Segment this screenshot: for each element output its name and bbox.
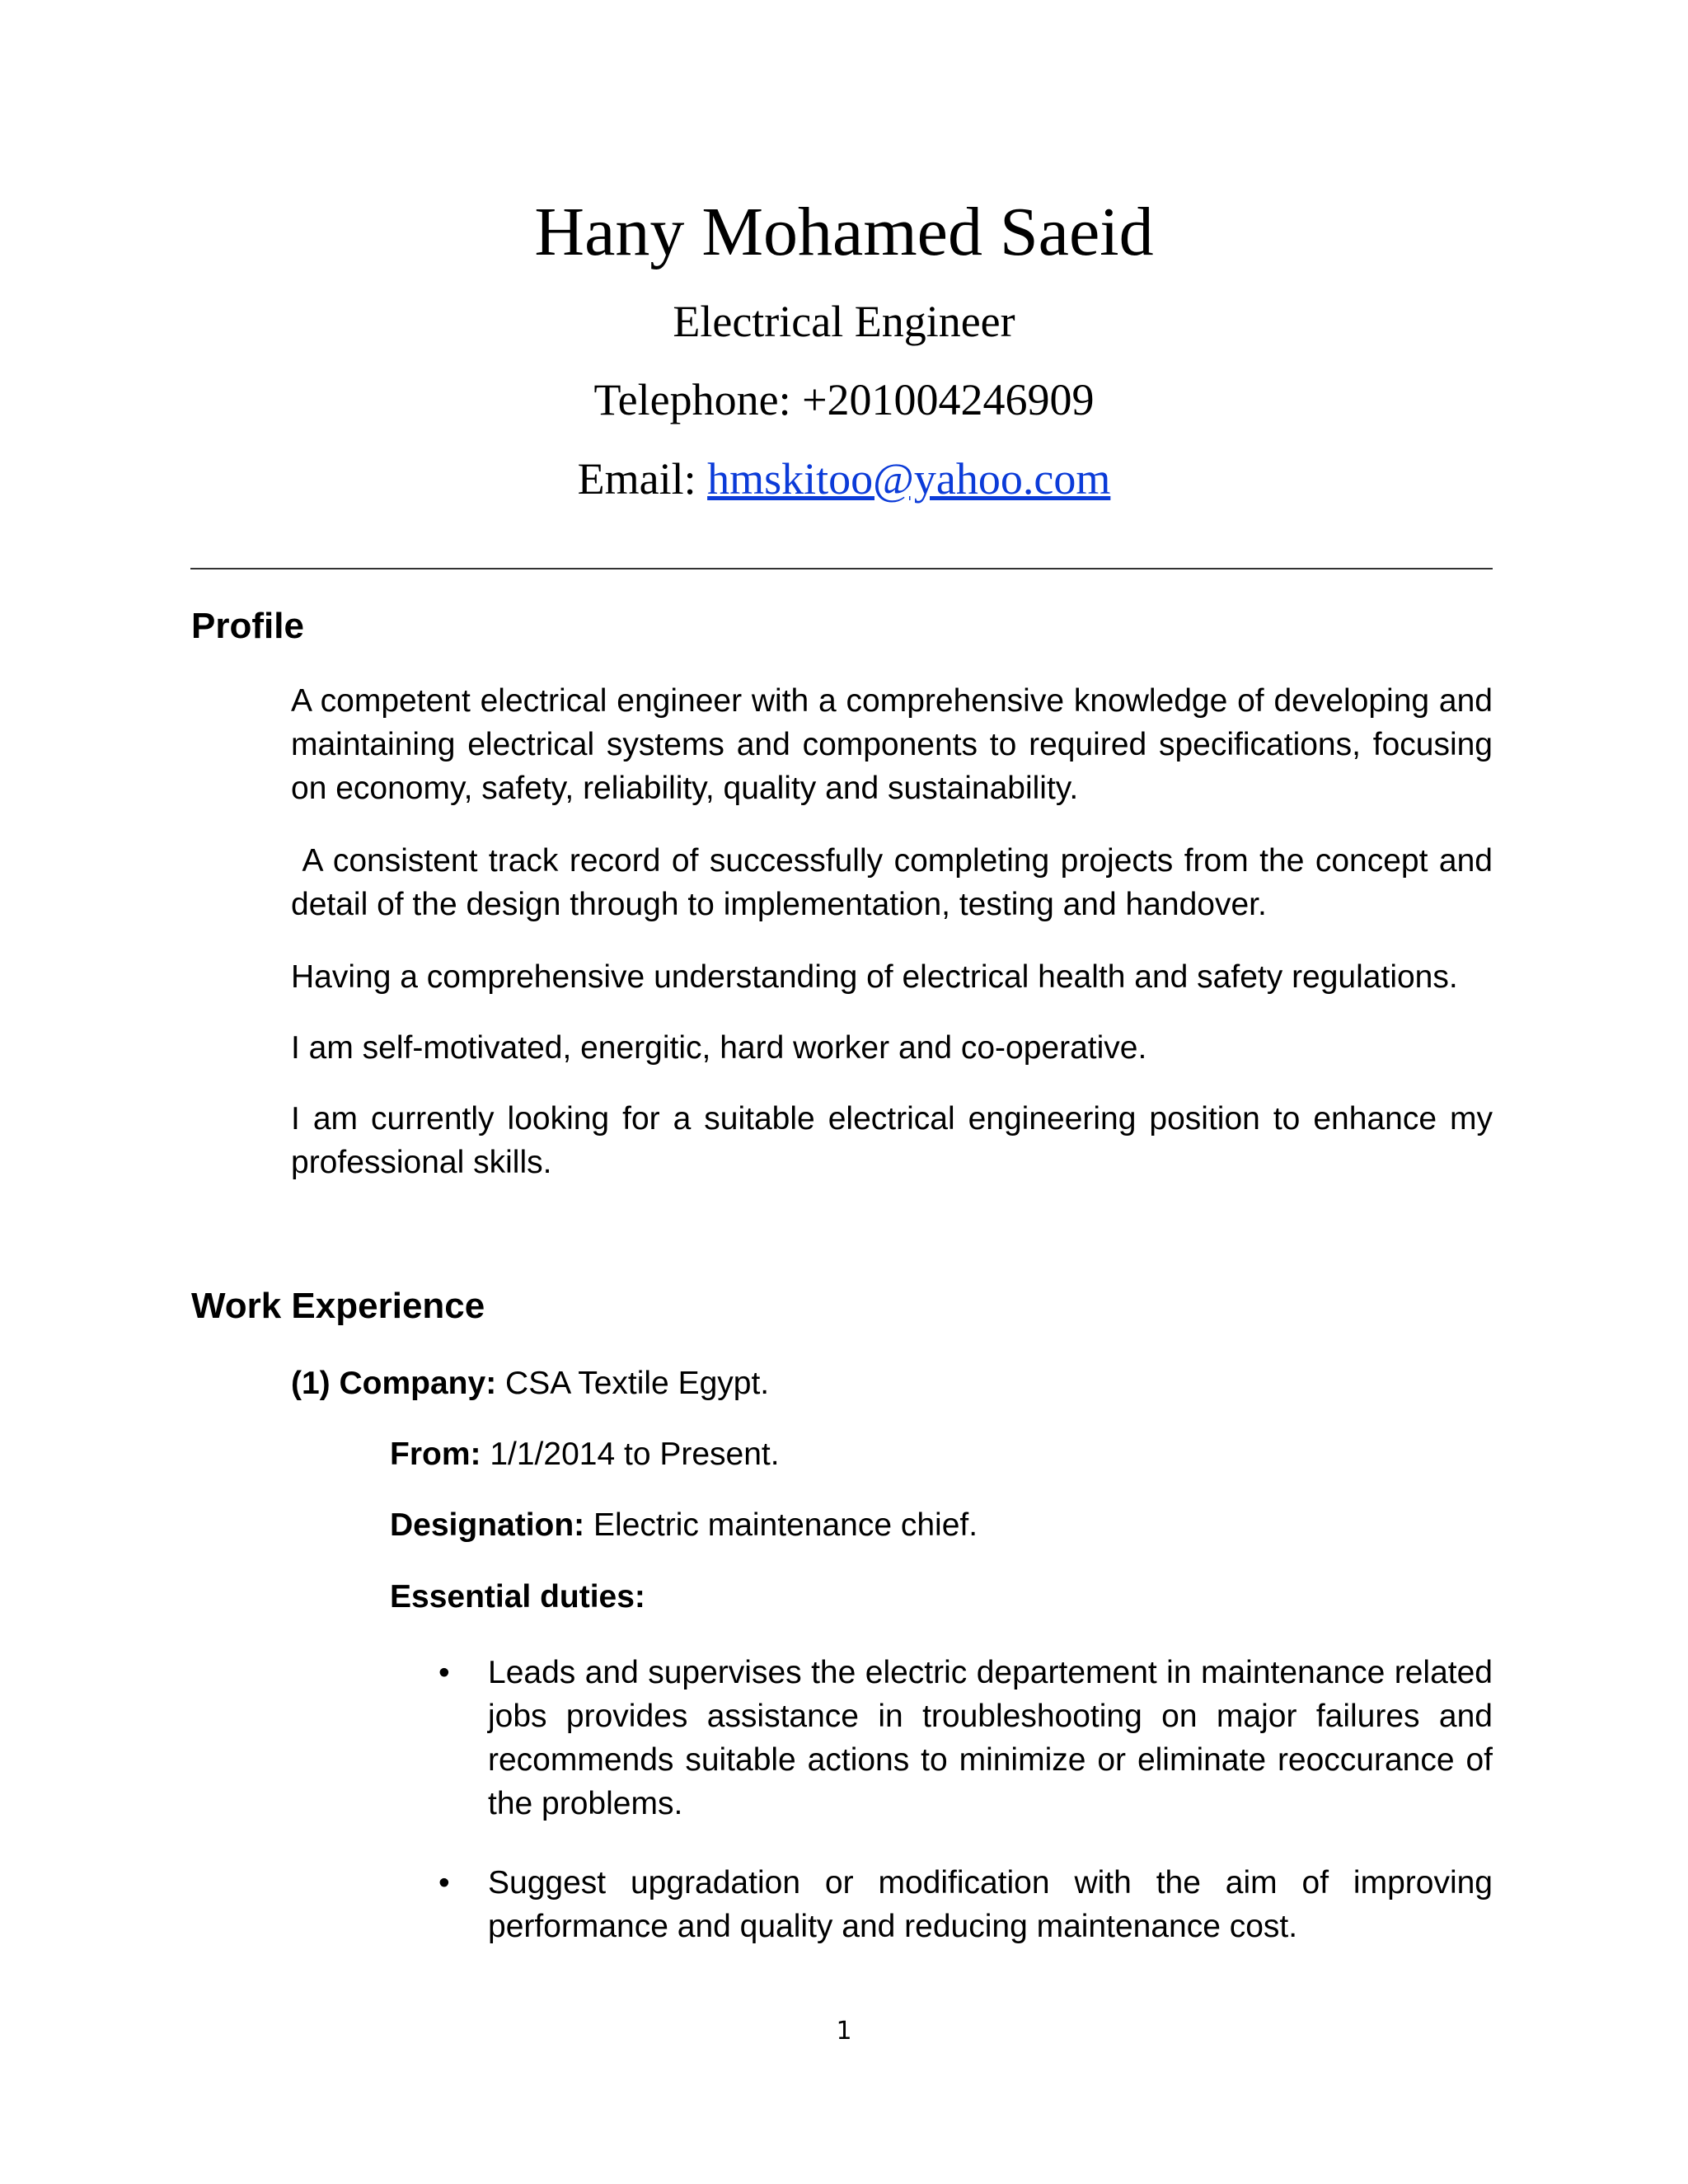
job-title: Electrical Engineer [673, 297, 1015, 346]
profile-paragraph: I am currently looking for a suitable electrical engineering position to enhance my professional skills. [291, 1101, 1493, 1180]
bullet-icon: • [438, 1865, 450, 1900]
duty-item: Suggest upgradation or modification with the aim of improving performance and quality and reducing maintenance cost. [488, 1865, 1493, 1944]
profile-heading: Profile [191, 606, 304, 646]
email-label: Email: [577, 454, 696, 504]
from-line [390, 1432, 780, 1476]
from-value: 1/1/2014 to Present. [490, 1436, 780, 1472]
company-label: (1) Company: [291, 1366, 497, 1401]
duty-item: Leads and supervises the electric departement in maintenance related jobs provides assistance in troubleshooting on major failures and recommends suitable actions to minimize or eliminate reoccurance of the problems. [488, 1655, 1493, 1821]
designation-line [390, 1503, 978, 1547]
company-line [291, 1361, 769, 1405]
telephone-number: +201004246909 [802, 375, 1095, 424]
profile-paragraph [291, 839, 1493, 926]
designation-value: Electric maintenance chief. [593, 1507, 978, 1543]
bullet-icon: • [438, 1655, 450, 1690]
telephone-label: Telephone: [593, 375, 791, 424]
company-value: CSA Textile Egypt. [505, 1366, 770, 1401]
profile-paragraph: I am self-motivated, energitic, hard worker and co-operative. [291, 1030, 1147, 1066]
telephone-line [0, 371, 1688, 429]
from-label: From: [390, 1436, 481, 1472]
profile-paragraph-text: A consistent track record of successfully completing projects from the concept and detail of the design through to implementation, testing and handover. [291, 843, 1493, 922]
header-divider [190, 568, 1493, 569]
page-number: 1 [836, 2017, 852, 2046]
resume-name: Hany Mohamed Saeid [534, 194, 1154, 270]
designation-label: Designation: [390, 1507, 585, 1543]
essential-duties-heading: Essential duties: [390, 1579, 645, 1615]
profile-paragraph: Having a comprehensive understanding of electrical health and safety regulations. [291, 959, 1458, 995]
work-experience-heading: Work Experience [191, 1286, 485, 1326]
email-link[interactable]: hmskitoo@yahoo.com [707, 454, 1111, 504]
email-line [0, 450, 1688, 508]
profile-paragraph: A competent electrical engineer with a comprehensive knowledge of developing and maintaining electrical systems and components to required specifications, focusing on economy, safety, reliability, quality and sustainability. [291, 683, 1493, 806]
